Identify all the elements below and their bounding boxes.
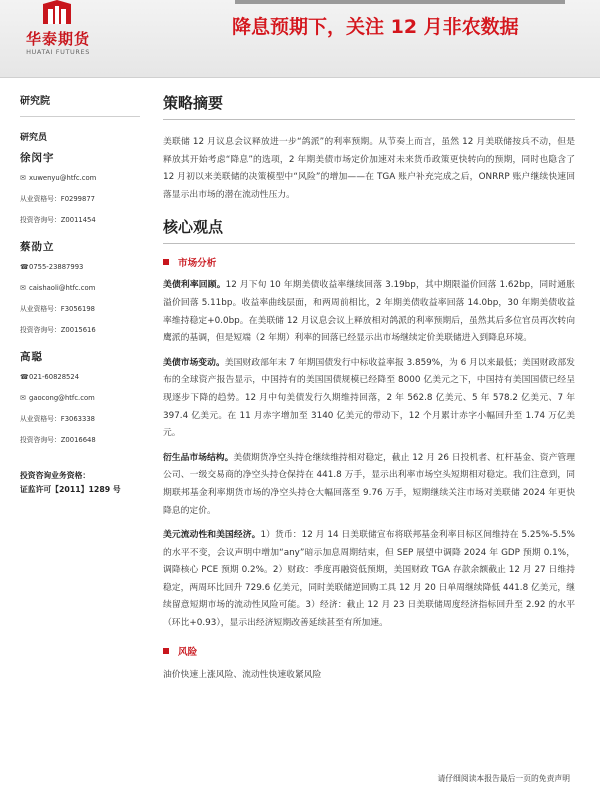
disclaimer-footer: 请仔细阅读本报告最后一页的免责声明 [437,774,570,783]
license-number: 证监许可【2011】1289 号 [20,485,121,494]
paragraph-body: 12 月下旬 10 年期美债收益率继续回落 3.19bp，其中期限溢价回落 1.62bp，同时通胀溢价回落 5.11bp。收益率曲线层面，和两周前相比，2 年期美债收益率回落 14.0bp，30 年期美债收益率维持稳定+0.0bp。在美联储 12 月议息会议上释放相对鸽派的利率预期后，虽然其后多位官员再次转向鹰派的基调，但是短端（2 年期）利率的回落已经显示出市场继续定价美联储进入到降息环境。 [163,280,575,344]
analyst-consult-no: 投资咨询号：Z0011454 [20,216,96,224]
analyst-email[interactable]: xuwenyu@htfc.com [29,174,97,182]
analyst-phone: 021-60828524 [29,373,80,381]
paragraph-body: 美债期货净空头持仓继续维持相对稳定，截止 12 月 26 日投机者、杠杆基金、资产管理公司、一级交易商的净空头持仓保持在 441.8 万手，显示出利率市场空头短期相对稳定。我们注意到，同期联邦基金利率期货市场的净空头持仓大幅回落至 9.76 万手，短期继续关注市场对美联储 2024 年更快降息的定价。 [163,452,575,516]
analysis-paragraph [163,527,575,633]
paragraph-body: 1）货币：12 月 14 日美联储宣布将联邦基金利率目标区间维持在 5.25%-5.5%的水平不变，会议声明中增加“any”暗示加息周期结束，但 SEP 展望中调降 2024 年 GDP 预期 0.1%，调降核心 PCE 预期 0.2%。2）财政：季度再融资低预期，美国财政 TGA 存款余额截止 12 月 27 日维持稳定，两周环比回升 729.6 亿美元，同时美联储逆回购工具 12 月 20 日单周继续降低 441.8 亿美元，继续留意短期市场的流动性风险可能。3）经济：截止 12 月 23 日美联储周度经济指标回升至 2.92 的水平（环比+0.93），显示出经济短期改善延续甚至有所加速。 [163,530,575,629]
analyst-name: 高聪 [20,351,43,363]
analyst-card [20,349,140,455]
analyst-name: 徐闵宇 [20,152,55,164]
logo-mark-icon [40,0,74,26]
analyst-phone-line [20,261,140,282]
phone-icon: ☎ [20,263,29,271]
analyst-email[interactable]: gaocong@htfc.com [29,394,95,402]
core-view-heading: 核心观点 [163,216,575,244]
email-icon: ✉ [20,394,26,402]
header-top-strip [235,0,565,4]
analyst-card [20,150,140,235]
analyst-email[interactable]: caishaoli@htfc.com [29,284,96,292]
analysis-paragraph [163,450,575,520]
summary-heading: 策略摘要 [163,92,575,120]
analyst-email-line [20,172,140,193]
paragraph-lead: 美债利率回顾。 [163,280,226,291]
analyst-cert: 从业资格号：F3063338 [20,415,95,423]
analysis-paragraph [163,277,575,347]
analyst-cert: 从业资格号：F0299877 [20,195,95,203]
email-icon: ✉ [20,174,26,182]
paragraph-body: 美国财政部年末 7 年期国债发行中标收益率报 3.859%，为 6 月以来最低；美国财政部发布的全球资产报告显示，中国持有的美国国债规模已经降至 8000 亿美元之下，中国持有美国国债已经呈现逐步下降的趋势。12 月中旬美债发行久期维持回落，2 年 562.8 亿美元、5 年 578.2 亿美元、7 年 397.4 亿美元。在 11 月赤字增加至 3140 亿美元的带动下，12 个月累计赤字小幅回升至 1.74 万亿美元。 [163,357,575,439]
risk-label: 风险 [178,646,198,658]
author-sidebar [20,92,140,497]
paragraph-lead: 美元流动性和美国经济。 [163,530,261,541]
analyst-email-line [20,282,140,303]
license-label: 投资咨询业务资格： [20,471,91,480]
analyst-consult-no: 投资咨询号：Z0015616 [20,326,96,334]
risk-text: 油价快速上涨风险、流动性快速收紧风险 [163,669,322,680]
logo-chinese-text: 华泰期货 [25,30,90,48]
market-analysis-label: 市场分析 [178,258,217,270]
analyst-phone-line [20,371,140,392]
paragraph-lead: 美债市场变动。 [163,357,225,368]
report-title: 降息预期下，关注 12 月非农数据 [232,16,519,38]
analyst-consult-no: 投资咨询号：Z0016648 [20,436,96,444]
analysis-paragraph [163,355,575,443]
risk-subheading [163,644,575,658]
page-header [0,0,600,78]
license-info [20,469,140,497]
company-logo [18,0,98,60]
analyst-card [20,239,140,345]
market-analysis-subheading [163,255,575,269]
analyst-email-line [20,392,140,413]
sidebar-divider [20,116,140,117]
department-label: 研究院 [20,96,50,107]
paragraph-lead: 衍生品市场结构。 [163,452,234,463]
summary-paragraph: 美联储 12 月议息会议释放进一步“鸽派”的利率预期。从节奏上而言，虽然 12 月美联储按兵不动，但是释放其开始考虑“降息”的选项，2 年期美债市场定价加速对未来货币政策更快转向的预期，同时也隐含了 12 月初以来美联储的决策模型中“风险”的增加——在 TGA 账户补充完成之后，ONRRP 账户继续快速回落显示出市场的潜在流动性压力。 [163,137,575,200]
analyst-phone: 0755-23887993 [29,263,84,271]
researcher-label: 研究员 [20,133,48,143]
email-icon: ✉ [20,284,26,292]
phone-icon: ☎ [20,373,29,381]
logo-english-text: HUATAI FUTURES [26,48,90,56]
red-square-bullet-icon [163,648,169,654]
main-content [163,92,575,680]
analyst-name: 蔡劭立 [20,241,55,253]
analyst-cert: 从业资格号：F3056198 [20,305,95,313]
red-square-bullet-icon [163,259,169,265]
